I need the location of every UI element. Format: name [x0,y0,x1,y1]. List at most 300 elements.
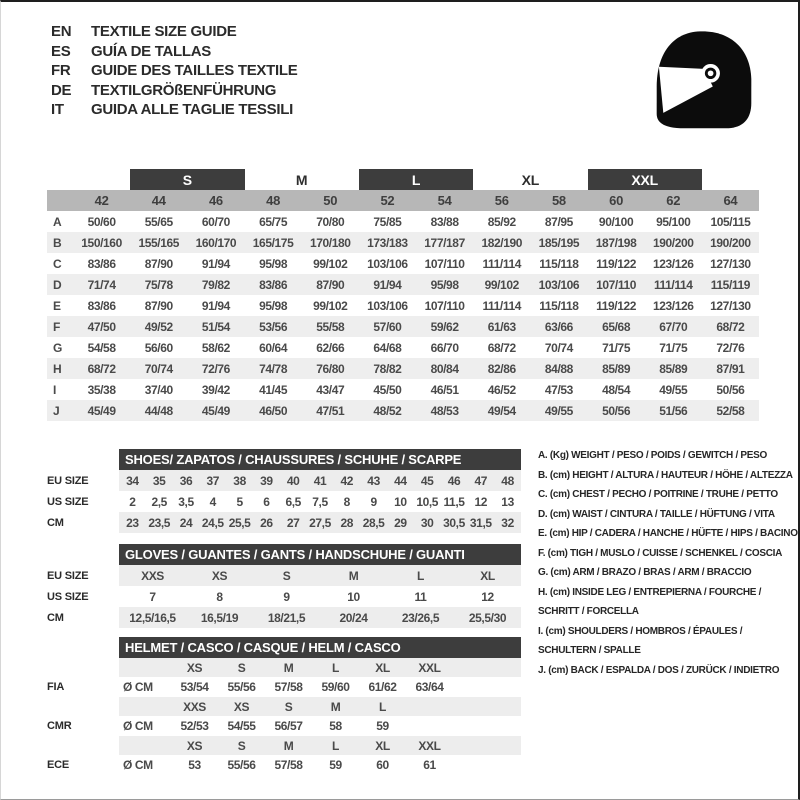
size-row [47,491,521,512]
row-label: CM [47,516,64,529]
textile-value-cell: 47/50 [87,319,116,334]
textile-value-cell: 41/45 [259,382,288,397]
value-cell: 23/26,5 [401,610,440,625]
diameter-unit-label: Ø CM [123,680,153,694]
value-cell: 16,5/19 [200,610,239,625]
language-title: GUÍA DE TALLAS [91,42,211,60]
value-cell: 35 [152,473,166,488]
textile-value-cell: 123/126 [652,256,694,271]
gloves-title-row [47,544,521,565]
textile-value-cell: 103/106 [367,256,408,271]
size-group-gap [73,169,130,190]
value-cell: 30 [420,515,434,530]
gloves-table-title: GLOVES / GUANTES / GANTS / HANDSCHUHE / GUANTI [119,544,521,565]
textile-value-cell: 52/58 [716,403,745,418]
row-values [119,586,521,607]
textile-row [47,274,759,295]
textile-value-cell: 50/56 [602,403,631,418]
textile-value-cell: 85/89 [659,361,688,376]
helmet-table-body [47,658,521,775]
helmet-value-cell: 53/54 [180,680,209,694]
value-cell: 25,5 [228,515,251,530]
textile-value-cell: 107/110 [424,298,465,313]
textile-value-cell: 66/70 [430,340,459,355]
legend-entry: A. (Kg) WEIGHT / PESO / POIDS / GEWITCH / PESO [538,450,767,461]
row-values [119,491,521,512]
textile-value-cell: 99/102 [484,277,519,292]
value-cell: 46 [447,473,461,488]
row-letter: E [53,298,61,313]
value-cell: S [282,568,291,583]
textile-value-cell: 45/49 [201,403,230,418]
size-group-xl: XL [521,171,540,188]
size-row [47,470,521,491]
helmet-size-label: L [332,738,339,753]
value-cell: 38 [233,473,246,488]
shoes-table-title: SHOES/ ZAPATOS / CHAUSSURES / SCHUHE / SCARPE [119,449,521,470]
language-row [51,42,297,62]
helmet-size-label: XL [375,738,390,753]
value-cell: 8 [216,589,223,604]
textile-value-cell: 50/60 [87,214,116,229]
textile-value-cell: 190/200 [652,235,694,250]
size-number: 52 [380,193,395,208]
value-cell: 23,5 [148,515,171,530]
legend-entry: I. (cm) SHOULDERS / HOMBROS / ÉPAULES / SCHULTERN / SPALLE [538,625,743,656]
row-values [119,565,521,586]
textile-value-cell: 63/66 [544,319,573,334]
textile-value-cell: 65/68 [602,319,631,334]
helmet-size-label: M [283,738,294,753]
textile-row [47,400,759,421]
value-cell: 40 [286,473,300,488]
textile-row [47,358,759,379]
helmet-size-label: XXS [183,699,206,714]
row-label: EU SIZE [47,569,89,582]
value-cell: 6 [263,494,270,509]
row-label: CM [47,611,64,624]
textile-value-cell: 103/106 [538,277,580,292]
size-number: 64 [723,193,738,208]
value-cell: 25,5/30 [468,610,507,625]
size-number: 58 [551,193,566,208]
textile-value-cell: 182/190 [481,235,523,250]
size-group-gap [702,169,759,190]
value-cell: 11 [414,589,427,604]
helmet-size-label: S [237,660,246,675]
textile-row [47,337,759,358]
helmet-value-cell: 55/56 [227,758,256,772]
value-cell: 7 [149,589,156,604]
standard-label: ECE [47,759,70,771]
textile-row [47,316,759,337]
textile-value-cell: 65/75 [259,214,288,229]
textile-value-cell: 82/86 [487,361,516,376]
helmet-value-row [47,755,521,775]
legend-entry: G. (cm) ARM / BRAZO / BRAS / ARM / BRACCIO [538,567,752,578]
textile-value-cell: 111/114 [482,256,522,271]
language-row [51,81,297,101]
textile-value-cell: 107/110 [424,256,465,271]
helmet-table-title: HELMET / CASCO / CASQUE / HELM / CASCO [119,637,521,658]
textile-value-cell: 55/58 [316,319,345,334]
textile-value-cell: 127/130 [710,298,751,313]
helmet-size-label: XS [233,699,250,714]
helmet-value-cell: 59 [376,719,389,733]
value-cell: 3,5 [178,494,194,509]
textile-value-cell: 46/50 [259,403,288,418]
textile-value-cell: 44/48 [144,403,173,418]
size-row [47,565,521,586]
value-cell: 27,5 [309,515,331,530]
size-number-row [47,190,759,211]
textile-value-cell: 111/114 [653,277,693,292]
helmet-value-cell: 54/55 [227,719,256,733]
helmet-sizes [119,736,521,755]
textile-value-cell: 70/74 [144,361,173,376]
textile-value-cell: 91/94 [373,277,402,292]
legend-entry: H. (cm) INSIDE LEG / ENTREPIERNA / FOURCHE / SCHRITT / FORCELLA [538,586,762,617]
value-cell: L [417,568,424,583]
legend-entry: E. (cm) HIP / CADERA / HANCHE / HÜFTE / HIPS / BACINO [538,528,798,539]
size-group-row [47,169,759,190]
textile-value-cell: 170/180 [309,235,351,250]
textile-value-cell: 185/195 [538,235,580,250]
value-cell: 12,5/16,5 [129,610,176,625]
value-cell: 31,5 [469,515,492,530]
helmet-value-row [47,716,521,736]
textile-value-cell: 173/183 [367,235,408,250]
legend-entry: B. (cm) HEIGHT / ALTURA / HAUTEUR / HÖHE / ALTEZZA [538,469,793,481]
textile-value-cell: 68/72 [487,340,516,355]
textile-value-cell: 107/110 [596,277,637,292]
language-title-list [51,22,297,120]
textile-value-cell: 99/102 [313,298,348,313]
textile-value-cell: 177/187 [424,235,465,250]
value-cell: 39 [260,473,273,488]
value-cell: 9 [283,589,290,604]
row-letter: I [53,382,56,397]
shoes-table [47,449,521,533]
value-cell: M [348,568,359,583]
value-cell: 30,5 [443,515,465,530]
helmet-value-cell: 57/58 [274,680,303,694]
textile-value-cell: 68/72 [87,361,116,376]
textile-value-cell: 83/88 [430,214,459,229]
value-cell: 29 [394,515,407,530]
row-letter: H [53,361,62,376]
language-code: FR [51,62,71,79]
textile-value-cell: 43/47 [316,382,345,397]
size-number: 48 [266,193,281,208]
helmet-value-cell: 58 [329,719,342,733]
textile-value-cell: 49/55 [544,403,573,418]
value-cell: 43 [367,473,380,488]
gloves-table-body [47,565,521,628]
language-row [51,100,297,120]
textile-value-cell: 187/198 [595,235,637,250]
helmet-sizes [119,658,521,677]
helmet-value-cell: 57/58 [274,758,303,772]
size-number: 42 [94,193,109,208]
value-cell: 26 [260,515,273,530]
language-row [51,22,297,42]
textile-value-cell: 71/75 [602,340,631,355]
textile-value-cell: 67/70 [659,319,688,334]
letter-column-gap [47,169,73,190]
textile-value-cell: 105/115 [710,214,751,229]
shoes-table-body [47,470,521,533]
textile-value-cell: 75/78 [144,277,173,292]
value-cell: 10,5 [416,494,439,509]
textile-value-cell: 47/53 [544,382,573,397]
helmet-value-cell: 59 [329,758,342,772]
textile-value-cell: 49/55 [659,382,688,397]
row-values [119,607,521,628]
value-cell: XL [480,568,495,583]
textile-value-cell: 87/90 [144,256,173,271]
value-cell: 24,5 [201,515,224,530]
value-cell: 6,5 [285,494,301,509]
textile-value-cell: 53/56 [259,319,288,334]
size-group-m: M [295,171,308,188]
textile-value-cell: 50/56 [716,382,745,397]
value-cell: 8 [343,494,350,509]
textile-value-cell: 80/84 [430,361,459,376]
helmet-size-label: XXL [418,738,441,753]
textile-value-cell: 46/51 [430,382,459,397]
size-group-l: L [359,169,473,190]
helmet-value-cell: 59/60 [321,680,350,694]
helmet-size-row [47,658,521,677]
helmet-size-label: XL [375,660,390,675]
value-cell: 32 [501,515,514,530]
helmet-size-label: S [284,699,293,714]
textile-value-cell: 55/65 [144,214,173,229]
textile-value-cell: 79/82 [201,277,230,292]
language-title: GUIDE DES TAILLES TEXTILE [91,62,298,79]
value-cell: XXS [141,568,164,583]
helmet-value-cell: 55/56 [227,680,256,694]
helmet-table [47,637,521,775]
value-cell: 48 [501,473,514,488]
textile-value-cell: 150/160 [81,235,122,250]
helmet-size-row [47,697,521,716]
helmet-title-row [47,637,521,658]
value-cell: 2,5 [151,494,167,509]
value-cell: 12 [481,589,494,604]
language-title: GUIDA ALLE TAGLIE TESSILI [91,101,293,118]
helmet-sizes [119,697,521,716]
value-cell: 13 [501,494,514,509]
textile-value-cell: 155/165 [138,235,180,250]
textile-value-cell: 39/42 [201,382,230,397]
textile-value-cell: 49/54 [487,403,516,418]
textile-value-cell: 115/118 [539,298,579,313]
language-title: TEXTILE SIZE GUIDE [91,23,237,40]
diameter-unit-label: Ø CM [123,719,153,733]
textile-value-cell: 190/200 [710,235,751,250]
textile-value-cell: 71/75 [659,340,688,355]
value-cell: 7,5 [312,494,328,509]
textile-value-cell: 78/82 [373,361,402,376]
textile-value-cell: 87/91 [716,361,745,376]
textile-value-cell: 51/56 [659,403,688,418]
value-cell: 47 [474,473,488,488]
textile-value-cell: 95/98 [259,298,288,313]
diameter-unit-label: Ø CM [123,758,153,772]
value-cell: 5 [236,494,243,509]
size-group-xxl: XXL [588,169,702,190]
value-cell: 28 [340,515,354,530]
language-row [51,61,297,81]
textile-row [47,379,759,400]
size-number: 62 [666,193,681,208]
size-row [47,586,521,607]
textile-value-cell: 35/38 [87,382,116,397]
textile-value-cell: 87/95 [544,214,573,229]
language-code: ES [51,42,71,60]
value-cell: 34 [126,473,139,488]
legend-entry: J. (cm) BACK / ESPALDA / DOS / ZURÜCK / INDIETRO [538,664,780,676]
legend-entry: C. (cm) CHEST / PECHO / POITRINE / TRUHE / PETTO [538,489,778,500]
language-code: IT [51,101,64,118]
row-letter: C [53,256,62,271]
helmet-size-label: XS [186,660,203,675]
value-cell: XS [211,568,228,583]
value-cell: 11,5 [443,494,465,509]
textile-row [47,211,759,232]
size-number: 50 [323,193,338,208]
value-cell: 20/24 [339,610,368,625]
textile-value-cell: 90/100 [598,214,634,229]
row-values [119,512,521,533]
textile-value-cell: 85/92 [487,214,516,229]
textile-size-table [47,169,759,421]
value-cell: 42 [340,473,354,488]
value-cell: 28,5 [362,515,385,530]
row-letter: J [53,403,60,418]
size-number: 54 [437,193,452,208]
value-cell: 23 [126,515,139,530]
textile-value-cell: 56/60 [144,340,173,355]
textile-value-cell: 103/106 [367,298,408,313]
language-code: DE [51,81,72,99]
helmet-size-label: L [332,660,339,675]
textile-value-cell: 115/119 [710,277,751,292]
textile-value-cell: 45/49 [87,403,116,418]
value-cell: 12 [474,494,488,509]
textile-value-cell: 123/126 [652,298,694,313]
row-label: US SIZE [47,590,89,603]
textile-value-cell: 95/98 [430,277,459,292]
shoes-title-row [47,449,521,470]
legend-entry: F. (cm) TIGH / MUSLO / CUISSE / SCHENKEL / COSCIA [538,547,783,559]
textile-value-cell: 54/58 [87,340,116,355]
textile-value-cell: 72/76 [201,361,230,376]
textile-value-cell: 165/175 [252,235,294,250]
textile-value-cell: 70/80 [316,214,345,229]
row-letter: A [53,214,62,229]
textile-value-cell: 60/70 [201,214,230,229]
textile-row [47,253,759,274]
helmet-value-cell: 60 [376,758,389,772]
gloves-table [47,544,521,628]
textile-value-cell: 76/80 [316,361,345,376]
value-cell: 4 [209,494,216,509]
textile-row [47,232,759,253]
textile-value-cell: 51/54 [201,319,230,334]
textile-value-cell: 71/74 [87,277,116,292]
textile-value-cell: 127/130 [710,256,751,271]
row-values [119,470,521,491]
textile-value-cell: 84/88 [544,361,573,376]
language-code: EN [51,23,72,40]
value-cell: 10 [394,494,407,509]
textile-value-cell: 95/98 [259,256,288,271]
textile-value-cell: 85/89 [602,361,631,376]
textile-value-cell: 87/90 [144,298,173,313]
legend-entry: D. (cm) WAIST / CINTURA / TAILLE / HÜFTUNG / VITA [538,508,775,520]
textile-value-cell: 91/94 [201,256,230,271]
value-cell: 2 [129,494,136,509]
textile-value-cell: 48/52 [373,403,402,418]
measurement-legend [538,446,800,680]
textile-value-cell: 83/86 [87,298,116,313]
textile-value-cell: 45/50 [373,382,402,397]
textile-value-cell: 74/78 [259,361,288,376]
size-number: 44 [151,193,166,208]
textile-value-cell: 111/114 [482,298,522,313]
size-group-s: S [130,169,244,190]
standard-label: CMR [47,720,72,732]
textile-value-cell: 72/76 [716,340,745,355]
textile-value-cell: 48/53 [430,403,459,418]
textile-value-cell: 160/170 [195,235,237,250]
helmet-size-label: S [237,738,246,753]
helmet-icon [649,26,759,136]
row-letter: G [53,340,62,355]
textile-value-cell: 61/63 [487,319,516,334]
helmet-value-cell: 56/57 [274,719,303,733]
textile-value-cell: 68/72 [716,319,745,334]
value-cell: 10 [347,589,360,604]
textile-value-cell: 59/62 [430,319,459,334]
textile-value-cell: 95/100 [656,214,691,229]
textile-value-cell: 60/64 [259,340,288,355]
textile-value-cell: 87/90 [316,277,345,292]
textile-table-body [47,211,759,421]
textile-value-cell: 48/54 [602,382,631,397]
value-cell: 9 [370,494,377,509]
helmet-values [119,716,521,736]
textile-value-cell: 64/68 [373,340,402,355]
helmet-values [119,755,521,775]
size-number: 46 [208,193,223,208]
helmet-size-label: L [379,699,386,714]
textile-row [47,295,759,316]
language-title: TEXTILGRÖßENFÜHRUNG [91,81,277,99]
textile-value-cell: 119/122 [596,298,637,313]
textile-value-cell: 99/102 [313,256,348,271]
helmet-size-label: XXL [418,660,441,675]
row-letter: B [53,235,62,250]
standard-label: FIA [47,681,65,693]
textile-value-cell: 70/74 [544,340,573,355]
helmet-value-row [47,677,521,697]
helmet-value-cell: 63/64 [415,680,444,694]
helmet-value-cell: 61/62 [368,680,397,694]
